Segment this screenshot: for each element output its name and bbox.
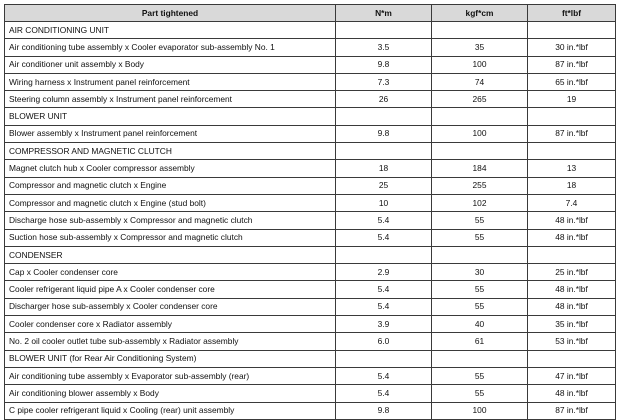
empty-cell	[528, 22, 616, 39]
section-label: COMPRESSOR AND MAGNETIC CLUTCH	[5, 143, 336, 160]
nm-cell: 7.3	[336, 73, 432, 90]
nm-cell: 3.9	[336, 316, 432, 333]
table-row	[5, 177, 616, 194]
kgf-cm-cell: 61	[432, 333, 528, 350]
ft-lbf-cell: 48 in.*lbf	[528, 385, 616, 402]
section-row	[5, 246, 616, 263]
nm-cell: 5.4	[336, 212, 432, 229]
empty-cell	[336, 143, 432, 160]
header-kgf-cm: kgf*cm	[432, 5, 528, 22]
part-cell: Air conditioner unit assembly x Body	[5, 56, 336, 73]
ft-lbf-cell: 30 in.*lbf	[528, 39, 616, 56]
section-row	[5, 350, 616, 367]
part-cell: Suction hose sub-assembly x Compressor and magnetic clutch	[5, 229, 336, 246]
ft-lbf-cell: 87 in.*lbf	[528, 56, 616, 73]
part-cell: Wiring harness x Instrument panel reinforcement	[5, 73, 336, 90]
empty-cell	[432, 350, 528, 367]
ft-lbf-cell: 48 in.*lbf	[528, 281, 616, 298]
ft-lbf-cell: 87 in.*lbf	[528, 125, 616, 142]
ft-lbf-cell: 47 in.*lbf	[528, 367, 616, 384]
kgf-cm-cell: 74	[432, 73, 528, 90]
table-row	[5, 91, 616, 108]
kgf-cm-cell: 35	[432, 39, 528, 56]
ft-lbf-cell: 48 in.*lbf	[528, 212, 616, 229]
ft-lbf-cell: 19	[528, 91, 616, 108]
kgf-cm-cell: 55	[432, 229, 528, 246]
table-row	[5, 264, 616, 281]
table-row	[5, 385, 616, 402]
table-row	[5, 367, 616, 384]
table-row	[5, 298, 616, 315]
empty-cell	[336, 350, 432, 367]
nm-cell: 10	[336, 194, 432, 211]
nm-cell: 5.4	[336, 281, 432, 298]
table-row	[5, 333, 616, 350]
part-cell: C pipe cooler refrigerant liquid x Cooling (rear) unit assembly	[5, 402, 336, 419]
ft-lbf-cell: 35 in.*lbf	[528, 316, 616, 333]
ft-lbf-cell: 48 in.*lbf	[528, 229, 616, 246]
kgf-cm-cell: 55	[432, 212, 528, 229]
empty-cell	[528, 246, 616, 263]
ft-lbf-cell: 87 in.*lbf	[528, 402, 616, 419]
empty-cell	[336, 246, 432, 263]
empty-cell	[432, 22, 528, 39]
kgf-cm-cell: 55	[432, 385, 528, 402]
nm-cell: 6.0	[336, 333, 432, 350]
empty-cell	[336, 22, 432, 39]
header-nm: N*m	[336, 5, 432, 22]
empty-cell	[432, 143, 528, 160]
kgf-cm-cell: 40	[432, 316, 528, 333]
part-cell: Cooler condenser core x Radiator assembly	[5, 316, 336, 333]
section-row	[5, 22, 616, 39]
part-cell: Air conditioning blower assembly x Body	[5, 385, 336, 402]
table-row	[5, 39, 616, 56]
section-label: BLOWER UNIT	[5, 108, 336, 125]
empty-cell	[528, 350, 616, 367]
table-row	[5, 281, 616, 298]
kgf-cm-cell: 255	[432, 177, 528, 194]
empty-cell	[528, 143, 616, 160]
part-cell: Compressor and magnetic clutch x Engine	[5, 177, 336, 194]
section-label: AIR CONDITIONING UNIT	[5, 22, 336, 39]
table-row	[5, 212, 616, 229]
header-part-tightened: Part tightened	[5, 5, 336, 22]
part-cell: Air conditioning tube assembly x Cooler evaporator sub-assembly No. 1	[5, 39, 336, 56]
part-cell: Discharge hose sub-assembly x Compressor and magnetic clutch	[5, 212, 336, 229]
part-cell: Cap x Cooler condenser core	[5, 264, 336, 281]
nm-cell: 5.4	[336, 298, 432, 315]
table-row	[5, 125, 616, 142]
nm-cell: 5.4	[336, 367, 432, 384]
nm-cell: 3.5	[336, 39, 432, 56]
part-cell: Compressor and magnetic clutch x Engine (stud bolt)	[5, 194, 336, 211]
nm-cell: 5.4	[336, 385, 432, 402]
ft-lbf-cell: 53 in.*lbf	[528, 333, 616, 350]
table-row	[5, 160, 616, 177]
table-row	[5, 316, 616, 333]
table-row	[5, 56, 616, 73]
part-cell: Magnet clutch hub x Cooler compressor assembly	[5, 160, 336, 177]
ft-lbf-cell: 7.4	[528, 194, 616, 211]
torque-spec-table	[4, 4, 616, 420]
table-header	[5, 5, 616, 22]
ft-lbf-cell: 13	[528, 160, 616, 177]
table-row	[5, 194, 616, 211]
header-row	[5, 5, 616, 22]
kgf-cm-cell: 100	[432, 402, 528, 419]
section-label: BLOWER UNIT (for Rear Air Conditioning System)	[5, 350, 336, 367]
nm-cell: 5.4	[336, 229, 432, 246]
nm-cell: 25	[336, 177, 432, 194]
nm-cell: 26	[336, 91, 432, 108]
kgf-cm-cell: 100	[432, 56, 528, 73]
section-row	[5, 143, 616, 160]
table-body	[5, 22, 616, 420]
table-row	[5, 229, 616, 246]
kgf-cm-cell: 184	[432, 160, 528, 177]
table-row	[5, 73, 616, 90]
empty-cell	[528, 108, 616, 125]
ft-lbf-cell: 25 in.*lbf	[528, 264, 616, 281]
section-label: CONDENSER	[5, 246, 336, 263]
section-row	[5, 108, 616, 125]
ft-lbf-cell: 18	[528, 177, 616, 194]
ft-lbf-cell: 48 in.*lbf	[528, 298, 616, 315]
empty-cell	[432, 246, 528, 263]
nm-cell: 18	[336, 160, 432, 177]
kgf-cm-cell: 102	[432, 194, 528, 211]
nm-cell: 9.8	[336, 402, 432, 419]
nm-cell: 9.8	[336, 125, 432, 142]
part-cell: Air conditioning tube assembly x Evaporator sub-assembly (rear)	[5, 367, 336, 384]
part-cell: Steering column assembly x Instrument panel reinforcement	[5, 91, 336, 108]
nm-cell: 2.9	[336, 264, 432, 281]
part-cell: Discharger hose sub-assembly x Cooler condenser core	[5, 298, 336, 315]
empty-cell	[336, 108, 432, 125]
part-cell: Blower assembly x Instrument panel reinforcement	[5, 125, 336, 142]
header-ft-lbf: ft*lbf	[528, 5, 616, 22]
empty-cell	[432, 108, 528, 125]
part-cell: No. 2 oil cooler outlet tube sub-assembly x Radiator assembly	[5, 333, 336, 350]
kgf-cm-cell: 30	[432, 264, 528, 281]
nm-cell: 9.8	[336, 56, 432, 73]
kgf-cm-cell: 265	[432, 91, 528, 108]
kgf-cm-cell: 55	[432, 281, 528, 298]
kgf-cm-cell: 55	[432, 367, 528, 384]
kgf-cm-cell: 100	[432, 125, 528, 142]
ft-lbf-cell: 65 in.*lbf	[528, 73, 616, 90]
part-cell: Cooler refrigerant liquid pipe A x Cooler condenser core	[5, 281, 336, 298]
kgf-cm-cell: 55	[432, 298, 528, 315]
